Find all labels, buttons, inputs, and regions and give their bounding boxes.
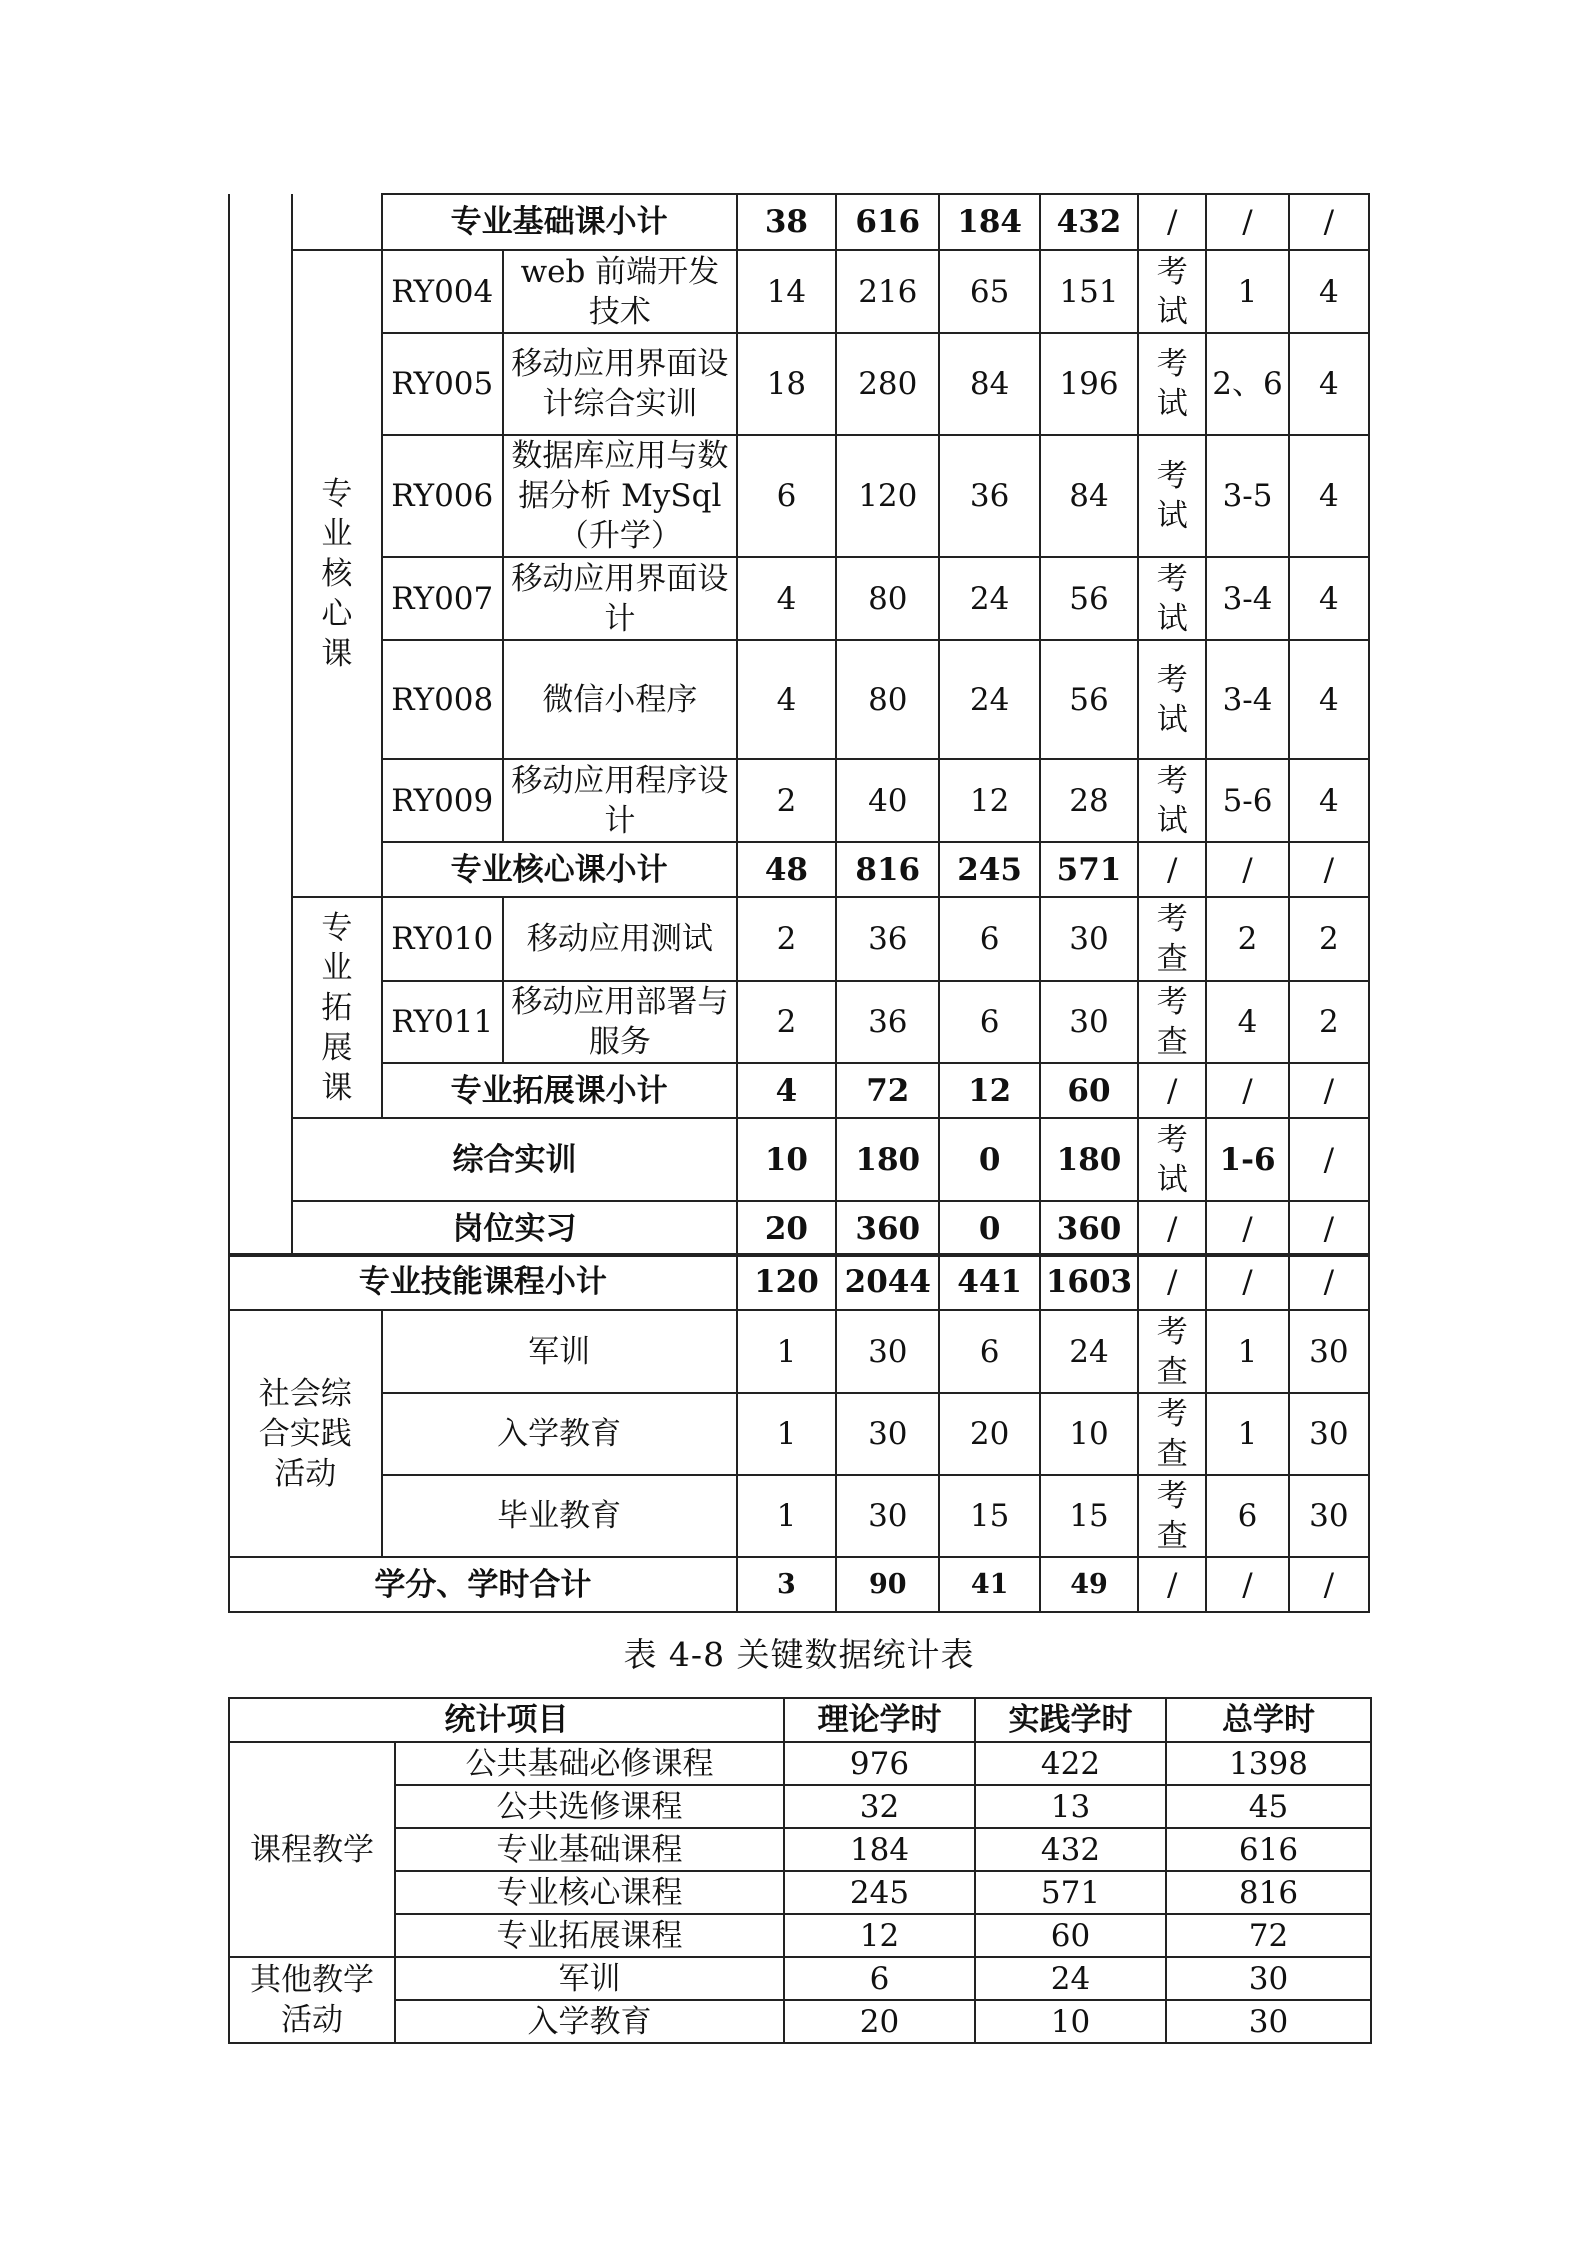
cell: 24 <box>939 640 1039 759</box>
cell: 3-5 <box>1206 435 1288 557</box>
cell: 14 <box>737 250 836 333</box>
cell: 245 <box>939 842 1039 897</box>
course-name: 微信小程序 <box>503 640 737 759</box>
cell: / <box>1206 1063 1288 1118</box>
course-code: RY009 <box>382 759 503 842</box>
cell: 1 <box>737 1475 836 1557</box>
cell: 1 <box>1206 1310 1288 1393</box>
cell: 816 <box>1166 1871 1371 1914</box>
cell: 5-6 <box>1206 759 1288 842</box>
cell: 30 <box>836 1310 939 1393</box>
cell: 216 <box>836 250 939 333</box>
group-label: 课程教学 <box>229 1742 395 1957</box>
cell: 84 <box>1040 435 1138 557</box>
cell: 12 <box>939 1063 1039 1118</box>
cell: 48 <box>737 842 836 897</box>
table-row <box>229 2000 1371 2043</box>
exam-type: 考查 <box>1138 1393 1206 1475</box>
row-label: 专业拓展课小计 <box>382 1063 737 1118</box>
table-row <box>229 333 1369 435</box>
table-row <box>229 897 1369 981</box>
table-row <box>229 1393 1369 1475</box>
course-code: RY010 <box>382 897 503 981</box>
outer-group-cell <box>229 194 292 1256</box>
exam-type: 考试 <box>1138 435 1206 557</box>
cell: 36 <box>836 897 939 981</box>
stat-name: 专业核心课程 <box>395 1871 784 1914</box>
cell: 30 <box>836 1393 939 1475</box>
cell: 80 <box>836 640 939 759</box>
header-theory: 理论学时 <box>784 1698 975 1742</box>
cell: 1 <box>1206 250 1288 333</box>
cell: 6 <box>1206 1475 1288 1557</box>
cell: 2044 <box>836 1254 939 1310</box>
cell: 1 <box>1206 1393 1288 1475</box>
cell: 816 <box>836 842 939 897</box>
table-row <box>229 1914 1371 1957</box>
cell: 15 <box>939 1475 1039 1557</box>
cell: / <box>1206 1557 1288 1612</box>
cell: 432 <box>975 1828 1166 1871</box>
cell: 280 <box>836 333 939 435</box>
cell: 4 <box>1289 640 1369 759</box>
cell: 30 <box>1289 1475 1369 1557</box>
stat-name: 公共选修课程 <box>395 1785 784 1828</box>
activity-name: 入学教育 <box>382 1393 737 1475</box>
cell: 422 <box>975 1742 1166 1785</box>
table-row <box>229 1957 1371 2000</box>
cell: 12 <box>784 1914 975 1957</box>
cell: 30 <box>836 1475 939 1557</box>
cell: 4 <box>1289 557 1369 640</box>
cell: 6 <box>939 897 1039 981</box>
cell: / <box>1138 194 1206 250</box>
course-code: RY005 <box>382 333 503 435</box>
row-label: 学分、学时合计 <box>229 1557 737 1612</box>
stat-name: 专业基础课程 <box>395 1828 784 1871</box>
cell: / <box>1138 1201 1206 1256</box>
cell: 36 <box>939 435 1039 557</box>
key-stats-table <box>228 1697 1372 2044</box>
cell: 72 <box>836 1063 939 1118</box>
cell: / <box>1289 1063 1369 1118</box>
table-row <box>229 1310 1369 1393</box>
total-row <box>229 1557 1369 1612</box>
cell: 184 <box>939 194 1039 250</box>
cell: 49 <box>1040 1557 1138 1612</box>
cell: 6 <box>737 435 836 557</box>
course-name: 移动应用测试 <box>503 897 737 981</box>
cell: / <box>1206 1254 1288 1310</box>
stat-name: 公共基础必修课程 <box>395 1742 784 1785</box>
cell: 45 <box>1166 1785 1371 1828</box>
cell: 56 <box>1040 557 1138 640</box>
activity-name: 毕业教育 <box>382 1475 737 1557</box>
exam-type: 考试 <box>1138 333 1206 435</box>
cell: 4 <box>1289 435 1369 557</box>
cell: / <box>1289 1118 1369 1201</box>
cell: / <box>1206 1201 1288 1256</box>
course-code: RY008 <box>382 640 503 759</box>
course-name: 移动应用部署与服务 <box>503 981 737 1063</box>
cell: 20 <box>737 1201 836 1256</box>
cell: 2、6 <box>1206 333 1288 435</box>
cell: 38 <box>737 194 836 250</box>
cell: 20 <box>784 2000 975 2043</box>
cell: 4 <box>737 640 836 759</box>
table-row <box>229 981 1369 1063</box>
group-label: 其他教学活动 <box>229 1957 395 2043</box>
cell: 20 <box>939 1393 1039 1475</box>
cell: 60 <box>975 1914 1166 1957</box>
cell: 32 <box>784 1785 975 1828</box>
course-name: 移动应用程序设计 <box>503 759 737 842</box>
table-row <box>229 640 1369 759</box>
cell: 360 <box>836 1201 939 1256</box>
header-practice: 实践学时 <box>975 1698 1166 1742</box>
cell: 571 <box>975 1871 1166 1914</box>
course-code: RY011 <box>382 981 503 1063</box>
cell: 84 <box>939 333 1039 435</box>
course-hours-table <box>228 193 1370 1257</box>
stat-name: 入学教育 <box>395 2000 784 2043</box>
cell: 6 <box>939 981 1039 1063</box>
table-row <box>229 250 1369 333</box>
cell: 30 <box>1289 1310 1369 1393</box>
cell: 18 <box>737 333 836 435</box>
cell: / <box>1138 1254 1206 1310</box>
cell: 2 <box>1289 897 1369 981</box>
training-row <box>229 1118 1369 1201</box>
cell: 4 <box>1206 981 1288 1063</box>
cell: 616 <box>1166 1828 1371 1871</box>
table-row <box>229 435 1369 557</box>
cell: 40 <box>836 759 939 842</box>
cell: 3 <box>737 1557 836 1612</box>
cell: 72 <box>1166 1914 1371 1957</box>
cell: 4 <box>737 1063 836 1118</box>
cell: 90 <box>836 1557 939 1612</box>
cell: 10 <box>737 1118 836 1201</box>
cell: 4 <box>1289 333 1369 435</box>
row-label: 专业技能课程小计 <box>229 1254 737 1310</box>
cell: 1398 <box>1166 1742 1371 1785</box>
cell: 24 <box>975 1957 1166 2000</box>
cell: 4 <box>1289 250 1369 333</box>
header-total: 总学时 <box>1166 1698 1371 1742</box>
exam-type: 考试 <box>1138 1118 1206 1201</box>
cell: 571 <box>1040 842 1138 897</box>
exam-type: 考查 <box>1138 1475 1206 1557</box>
cell: 180 <box>836 1118 939 1201</box>
cell: 432 <box>1040 194 1138 250</box>
cell: / <box>1289 194 1369 250</box>
row-label: 专业核心课小计 <box>382 842 737 897</box>
ext-group-label: 专业拓展课 <box>292 897 381 1118</box>
cell: 30 <box>1166 2000 1371 2043</box>
cell: 120 <box>737 1254 836 1310</box>
cell: 60 <box>1040 1063 1138 1118</box>
cell: 1-6 <box>1206 1118 1288 1201</box>
cell: / <box>1289 1254 1369 1310</box>
cell: / <box>1138 1063 1206 1118</box>
inner-group-cell <box>292 194 381 250</box>
cell: 1603 <box>1040 1254 1138 1310</box>
cell: 80 <box>836 557 939 640</box>
exam-type: 考试 <box>1138 557 1206 640</box>
header-row <box>229 1698 1371 1742</box>
cell: 2 <box>737 759 836 842</box>
exam-type: 考试 <box>1138 640 1206 759</box>
cell: 1 <box>737 1310 836 1393</box>
table-row <box>229 1785 1371 1828</box>
cell: 56 <box>1040 640 1138 759</box>
cell: 184 <box>784 1828 975 1871</box>
cell: 441 <box>939 1254 1039 1310</box>
row-label: 综合实训 <box>292 1118 737 1201</box>
cell: 245 <box>784 1871 975 1914</box>
exam-type: 考查 <box>1138 981 1206 1063</box>
cell: 6 <box>784 1957 975 2000</box>
cell: 3-4 <box>1206 640 1288 759</box>
table-row <box>229 759 1369 842</box>
stat-name: 军训 <box>395 1957 784 2000</box>
cell: 2 <box>1206 897 1288 981</box>
exam-type: 考查 <box>1138 1310 1206 1393</box>
cell: 1 <box>737 1393 836 1475</box>
table-caption: 表 4-8 关键数据统计表 <box>623 1635 975 1674</box>
core-group-label: 专业核心课 <box>292 250 381 897</box>
cell: / <box>1289 842 1369 897</box>
cell: 6 <box>939 1310 1039 1393</box>
course-code: RY006 <box>382 435 503 557</box>
cell: 4 <box>1289 759 1369 842</box>
cell: 4 <box>737 557 836 640</box>
cell: 24 <box>1040 1310 1138 1393</box>
internship-row <box>229 1201 1369 1256</box>
exam-type: 考试 <box>1138 759 1206 842</box>
table-row <box>229 1828 1371 1871</box>
cell: 13 <box>975 1785 1166 1828</box>
cell: 2 <box>737 981 836 1063</box>
course-code: RY007 <box>382 557 503 640</box>
cell: 15 <box>1040 1475 1138 1557</box>
course-name: 移动应用界面设计综合实训 <box>503 333 737 435</box>
cell: / <box>1206 842 1288 897</box>
cell: 196 <box>1040 333 1138 435</box>
course-name: web 前端开发技术 <box>503 250 737 333</box>
exam-type: 考查 <box>1138 897 1206 981</box>
cell: 30 <box>1040 981 1138 1063</box>
cell: 360 <box>1040 1201 1138 1256</box>
cell: 41 <box>939 1557 1039 1612</box>
cell: 30 <box>1040 897 1138 981</box>
cell: 24 <box>939 557 1039 640</box>
table-row <box>229 1475 1369 1557</box>
skills-subtotal-row <box>229 1254 1369 1310</box>
cell: 2 <box>737 897 836 981</box>
table-row <box>229 557 1369 640</box>
cell: / <box>1289 1557 1369 1612</box>
cell: 3-4 <box>1206 557 1288 640</box>
cell: 976 <box>784 1742 975 1785</box>
cell: 120 <box>836 435 939 557</box>
activity-name: 军训 <box>382 1310 737 1393</box>
cell: 10 <box>1040 1393 1138 1475</box>
cell: 28 <box>1040 759 1138 842</box>
stat-name: 专业拓展课程 <box>395 1914 784 1957</box>
cell: 180 <box>1040 1118 1138 1201</box>
exam-type: 考试 <box>1138 250 1206 333</box>
cell: 65 <box>939 250 1039 333</box>
course-hours-table-lower <box>228 1253 1370 1613</box>
cell: 0 <box>939 1118 1039 1201</box>
table-row <box>229 1871 1371 1914</box>
major-basic-subtotal-row <box>229 194 1369 250</box>
cell: 2 <box>1289 981 1369 1063</box>
cell: 30 <box>1166 1957 1371 2000</box>
table-row <box>229 1742 1371 1785</box>
cell: / <box>1138 842 1206 897</box>
cell: 151 <box>1040 250 1138 333</box>
course-name: 数据库应用与数据分析 MySql（升学） <box>503 435 737 557</box>
social-group-label: 社会综合实践活动 <box>229 1310 382 1557</box>
cell: 616 <box>836 194 939 250</box>
row-label: 专业基础课小计 <box>382 194 737 250</box>
core-subtotal-row <box>229 842 1369 897</box>
course-name: 移动应用界面设计 <box>503 557 737 640</box>
ext-subtotal-row <box>229 1063 1369 1118</box>
cell: / <box>1206 194 1288 250</box>
cell: 36 <box>836 981 939 1063</box>
cell: / <box>1138 1557 1206 1612</box>
cell: 10 <box>975 2000 1166 2043</box>
cell: 0 <box>939 1201 1039 1256</box>
header-item: 统计项目 <box>229 1698 784 1742</box>
row-label: 岗位实习 <box>292 1201 737 1256</box>
cell: / <box>1289 1201 1369 1256</box>
cell: 30 <box>1289 1393 1369 1475</box>
cell: 12 <box>939 759 1039 842</box>
course-code: RY004 <box>382 250 503 333</box>
